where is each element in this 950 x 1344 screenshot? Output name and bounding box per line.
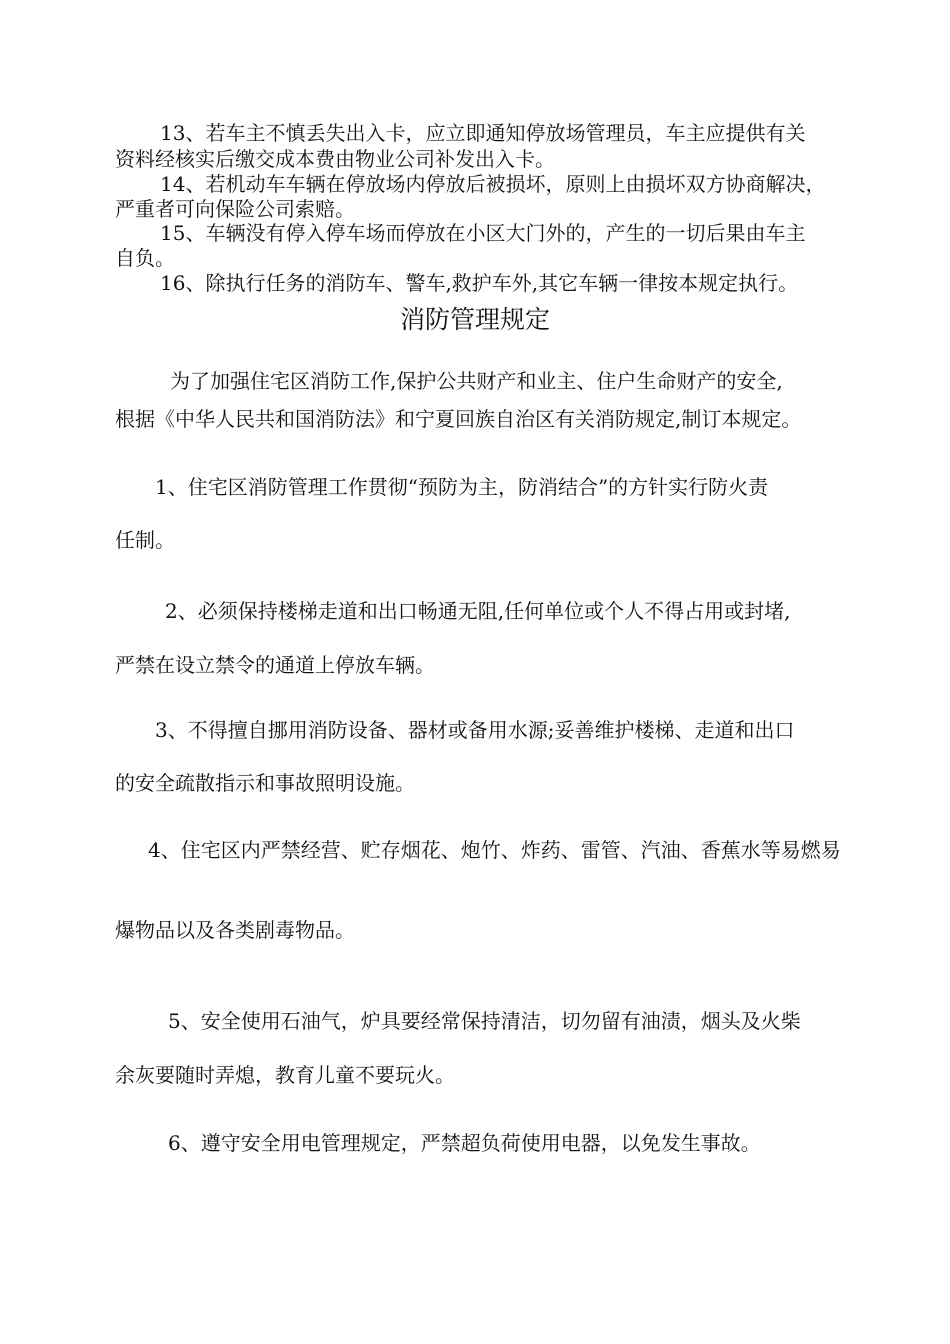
fire-rule-1-line-2: 任制。 bbox=[115, 528, 175, 552]
fire-rule-4-line-1: 4、住宅区内严禁经营、贮存烟花、炮竹、炸药、雷管、汽油、香蕉水等易燃易 bbox=[148, 838, 841, 862]
rule-15-line-1: 15、车辆没有停入停车场而停放在小区大门外的，产生的一切后果由车主 bbox=[160, 221, 806, 245]
fire-rule-3-line-1: 3、不得擅自挪用消防设备、器材或备用水源;妥善维护楼梯、走道和出口 bbox=[155, 718, 795, 742]
rule-14-line-1: 14、若机动车车辆在停放场内停放后被损坏，原则上由损坏双方协商解决， bbox=[160, 172, 826, 196]
fire-rules-title: 消防管理规定 bbox=[399, 305, 550, 334]
fire-intro-line-1: 为了加强住宅区消防工作,保护公共财产和业主、住户生命财产的安全, bbox=[170, 369, 783, 393]
fire-rule-5-line-1: 5、安全使用石油气，炉具要经常保持清洁，切勿留有油渍，烟头及火柴 bbox=[168, 1009, 801, 1033]
fire-rule-6: 6、遵守安全用电管理规定，严禁超负荷使用电器，以免发生事故。 bbox=[168, 1131, 761, 1155]
rule-14-line-2: 严重者可向保险公司索赔。 bbox=[115, 197, 355, 221]
fire-rule-2-line-2: 严禁在设立禁令的通道上停放车辆。 bbox=[115, 653, 435, 677]
fire-rule-2-line-1: 2、必须保持楼梯走道和出口畅通无阻,任何单位或个人不得占用或封堵, bbox=[165, 599, 791, 623]
rule-13-line-2: 资料经核实后缴交成本费由物业公司补发出入卡。 bbox=[115, 147, 555, 171]
fire-rule-4-line-2: 爆物品以及各类剧毒物品。 bbox=[115, 918, 355, 942]
fire-rule-3-line-2: 的安全疏散指示和事故照明设施。 bbox=[115, 771, 415, 795]
rule-16: 16、除执行任务的消防车、警车,救护车外,其它车辆一律按本规定执行。 bbox=[160, 271, 799, 295]
fire-rule-1-line-1: 1、住宅区消防管理工作贯彻“预防为主，防消结合”的方针实行防火责 bbox=[155, 475, 769, 499]
rule-15-line-2: 自负。 bbox=[115, 246, 175, 270]
fire-rule-5-line-2: 余灰要随时弄熄，教育儿童不要玩火。 bbox=[115, 1063, 455, 1087]
fire-intro-line-2: 根据《中华人民共和国消防法》和宁夏回族自治区有关消防规定,制订本规定。 bbox=[115, 407, 802, 431]
rule-13-line-1: 13、若车主不慎丢失出入卡，应立即通知停放场管理员，车主应提供有关 bbox=[160, 121, 806, 145]
